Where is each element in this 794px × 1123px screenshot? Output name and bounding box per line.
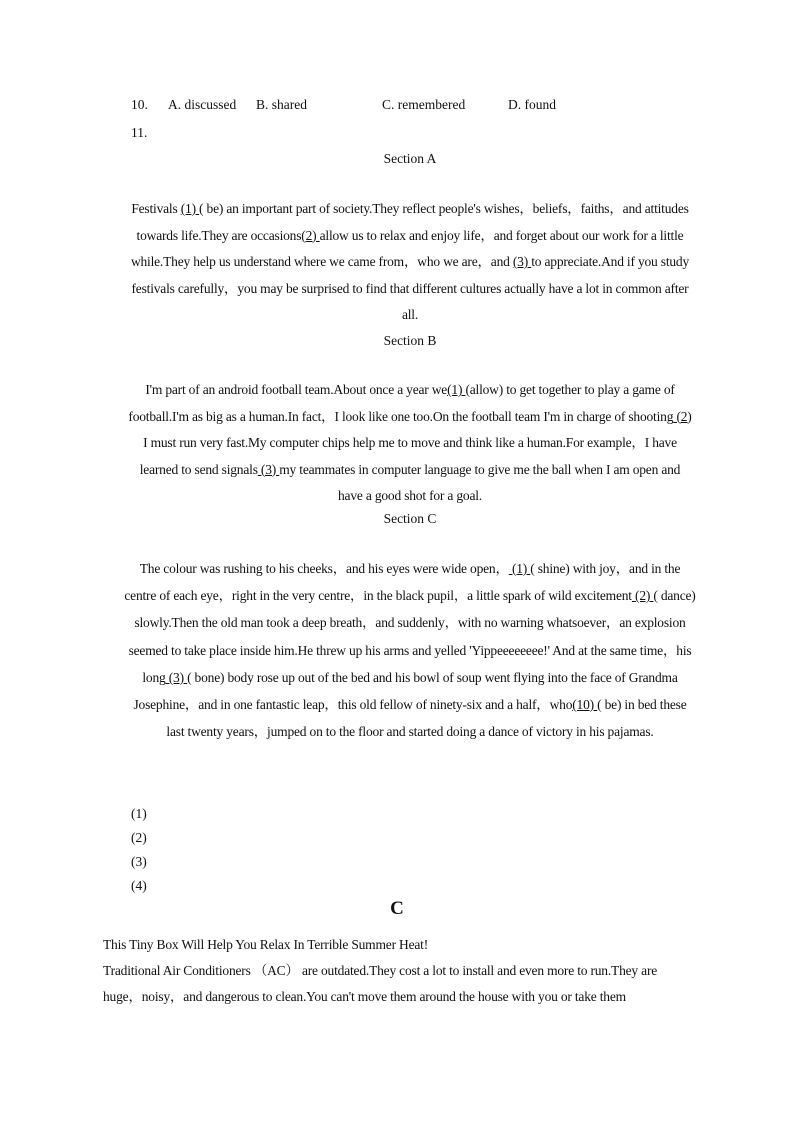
section-c-title: Section C: [383, 511, 437, 526]
option-c: C. remembered: [382, 97, 466, 112]
blank-3: (3): [512, 254, 532, 269]
option-b: B. shared: [256, 97, 307, 112]
blank-1: (1): [508, 561, 531, 576]
part-c-heading: C: [390, 898, 404, 919]
blank-2: (2): [301, 227, 320, 243]
section-b-paragraph: I'm part of an android football team.About once a year we(1) (allow) to get together to play a game of football.I'm as big as a human.In fact，I look like one too.On the football team I'm in charge of shooting (2) I must run very fast.My computer chips help me to move and think like a human.For example，I have learned to send signals (3) my teammates in computer language to give me the ball when I am open and have a good shot for a goal.: [128, 382, 692, 503]
answer-item: (2): [131, 830, 147, 845]
passage-title: This Tiny Box Will Help You Relax In Terrible Summer Heat!: [103, 937, 429, 952]
blank-2: (2): [631, 588, 654, 604]
section-a-title: Section A: [383, 151, 437, 166]
answer-item: (4): [131, 878, 147, 893]
answer-item: (3): [131, 854, 147, 869]
section-a-paragraph: Festivals (1) ( be) an important part of society.They reflect people's wishes，beliefs，faiths，and attitudes towards life.They are occasions(2) allow us to relax and enjoy life，and forget about our work for a little while.They help us understand where we came from，who we are，and (3) to appreciate.And if you study festivals carefully，you may be surprised to find that different cultures actually have a lot in common after all.: [130, 201, 690, 322]
blank-1: (1): [180, 201, 200, 216]
answer-list: [131, 802, 147, 898]
passage-body: Traditional Air Conditioners （AC） are outdated.They cost a lot to install and even more to run.They are huge，noisy，and dangerous to clean.You can't move them around the house with you or take them: [103, 963, 658, 1004]
blank-3: (3): [257, 461, 280, 477]
question-11-number: 11.: [131, 125, 148, 140]
section-b-title: Section B: [383, 333, 437, 348]
section-c-paragraph: The colour was rushing to his cheeks，and his eyes were wide open， (1) ( shine) with joy，and in the centre of each eye，right in the very centre，in the black pupil，a little spark of wild excitement (2) ( dance) slowly.Then the old man took a deep breath，and suddenly，with no warning whatsoever，an explosion seemed to take place inside him.He threw up his arms and yelled 'Yippeeeeeeee!' And at the same time，his long (3) ( bone) body rose up out of the bed and his bowl of soup went flying into the face of Grandma Josephine，and in one fantastic leap，this old fellow of ninety-six and a half，who(10) ( be) in bed these last twenty years，jumped on to the floor and started doing a dance of victory in his pajamas.: [124, 561, 696, 740]
option-d: D. found: [508, 97, 556, 112]
option-a: A. discussed: [168, 97, 237, 112]
blank-1: (1): [447, 382, 466, 397]
blank-3: (3): [165, 669, 188, 685]
question-10-number: 10.: [131, 97, 148, 112]
answer-item: (1): [131, 806, 147, 821]
blank-10: (10): [572, 697, 598, 713]
blank-2: (2): [673, 408, 692, 424]
part-c-passage: [103, 932, 687, 1010]
